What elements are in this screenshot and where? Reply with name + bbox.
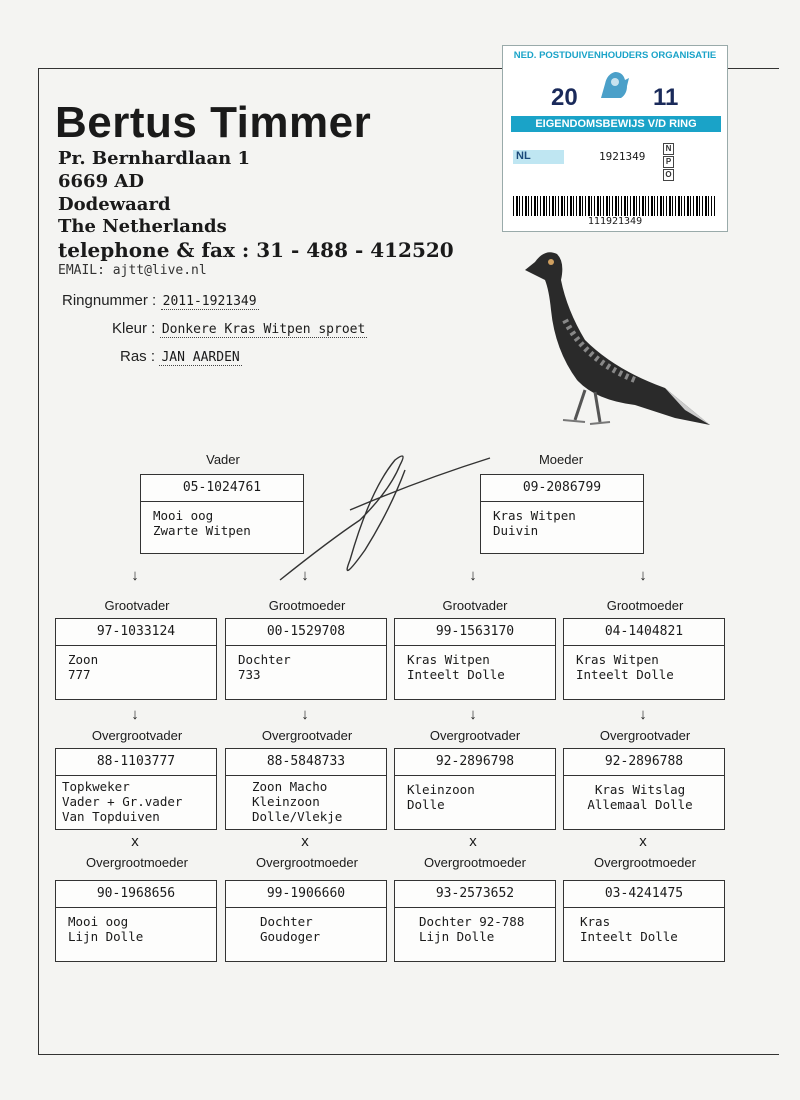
ring-letter-n: N — [663, 143, 674, 155]
pigeon-photo — [515, 240, 715, 440]
ring-country: NL — [513, 150, 564, 164]
ring-card-title: EIGENDOMSBEWIJS V/D RING — [511, 116, 721, 132]
grandparent-desc: Zoon 777 — [68, 652, 99, 682]
great-grandfather-ring: 88-1103777 — [56, 749, 216, 776]
ring-barcode — [513, 196, 715, 216]
grandparent-box — [225, 618, 387, 700]
ring-card-number: 1921349 — [599, 150, 646, 163]
great-grandmother-desc: Dochter 92-788 Lijn Dolle — [419, 914, 525, 944]
grandparent-box — [394, 618, 556, 700]
great-grandfather-box — [394, 748, 556, 830]
father-ring: 05-1024761 — [141, 475, 303, 502]
grandparent-ring: 00-1529708 — [226, 619, 386, 646]
address-postcode: 6669 AD — [58, 171, 144, 192]
ring-year-right: 11 — [653, 84, 679, 111]
ring-number-field — [62, 292, 259, 310]
ring-letter-o: O — [663, 169, 674, 181]
cross-marker: x — [639, 833, 647, 850]
father-box — [140, 474, 304, 554]
email: EMAIL: ajtt@live.nl — [58, 263, 207, 278]
grandparent-desc: Dochter 733 — [238, 652, 291, 682]
mother-ring: 09-2086799 — [481, 475, 643, 502]
ring-org-name: NED. POSTDUIVENHOUDERS ORGANISATIE — [513, 50, 717, 61]
mother-desc: Kras Witpen Duivin — [493, 508, 576, 538]
great-grandmother-box — [563, 880, 725, 962]
address-country: The Netherlands — [58, 216, 227, 237]
great-grandmother-label: Overgrootmoeder — [594, 855, 696, 870]
great-grandmother-label: Overgrootmoeder — [256, 855, 358, 870]
great-grandmother-box — [225, 880, 387, 962]
great-grandfather-desc: Kras Witslag Allemaal Dolle — [587, 782, 693, 812]
grandparent-desc: Kras Witpen Inteelt Dolle — [407, 652, 505, 682]
arrow-down: ↓ — [639, 567, 647, 584]
great-grandmother-ring: 90-1968656 — [56, 881, 216, 908]
ring-barcode-number: 111921349 — [587, 216, 643, 227]
father-label: Vader — [206, 452, 240, 467]
grandparent-box — [563, 618, 725, 700]
arrow-down: ↓ — [301, 706, 309, 723]
color-field — [112, 320, 367, 338]
ring-ownership-card — [502, 45, 728, 232]
grandparent-ring: 97-1033124 — [56, 619, 216, 646]
arrow-down: ↓ — [469, 706, 477, 723]
color-label: Kleur : — [112, 320, 156, 337]
great-grandfather-ring: 92-2896798 — [395, 749, 555, 776]
grandparent-desc: Kras Witpen Inteelt Dolle — [576, 652, 674, 682]
arrow-down: ↓ — [131, 567, 139, 584]
great-grandfather-label: Overgrootvader — [261, 728, 353, 743]
great-grandfather-desc: Kleinzoon Dolle — [407, 782, 475, 812]
great-grandfather-box — [55, 748, 217, 830]
grandparent-ring: 99-1563170 — [395, 619, 555, 646]
telephone: telephone & fax : 31 - 488 - 412520 — [58, 238, 454, 262]
great-grandmother-desc: Mooi oog Lijn Dolle — [68, 914, 144, 944]
great-grandfather-box — [225, 748, 387, 830]
ring-year-left: 20 — [551, 84, 578, 111]
race-label: Ras : — [120, 348, 156, 365]
great-grandmother-ring: 99-1906660 — [226, 881, 386, 908]
father-desc: Mooi oog Zwarte Witpen — [153, 508, 251, 538]
cross-marker: x — [469, 833, 477, 850]
grandparent-label: Grootmoeder — [606, 598, 684, 613]
great-grandfather-label: Overgrootvader — [599, 728, 691, 743]
great-grandfather-ring: 92-2896788 — [564, 749, 724, 776]
arrow-down: ↓ — [131, 706, 139, 723]
cross-marker: x — [131, 833, 139, 850]
great-grandmother-label: Overgrootmoeder — [424, 855, 526, 870]
grandparent-ring: 04-1404821 — [564, 619, 724, 646]
great-grandfather-box — [563, 748, 725, 830]
great-grandmother-box — [55, 880, 217, 962]
great-grandfather-label: Overgrootvader — [91, 728, 183, 743]
great-grandmother-box — [394, 880, 556, 962]
great-grandmother-label: Overgrootmoeder — [86, 855, 188, 870]
great-grandfather-desc: Zoon Macho Kleinzoon Dolle/Vlekje — [252, 779, 343, 824]
ring-letter-codes — [663, 142, 676, 181]
ring-number-label: Ringnummer : — [62, 292, 157, 309]
color-value: Donkere Kras Witpen sproet — [161, 322, 366, 337]
breeder-name: Bertus Timmer — [55, 98, 372, 147]
great-grandmother-desc: Dochter Goudoger — [260, 914, 321, 944]
great-grandmother-ring: 03-4241475 — [564, 881, 724, 908]
race-value: JAN AARDEN — [161, 350, 240, 365]
arrow-down: ↓ — [301, 567, 309, 584]
great-grandmother-ring: 93-2573652 — [395, 881, 555, 908]
mother-box — [480, 474, 644, 554]
address-city: Dodewaard — [58, 194, 171, 215]
address-street: Pr. Bernhardlaan 1 — [58, 148, 250, 169]
grandparent-box — [55, 618, 217, 700]
lion-emblem-icon — [593, 64, 637, 108]
grandparent-label: Grootvader — [442, 598, 508, 613]
great-grandmother-desc: Kras Inteelt Dolle — [580, 914, 678, 944]
great-grandfather-desc: Topkweker Vader + Gr.vader Van Topduiven — [62, 779, 183, 824]
mother-label: Moeder — [538, 452, 584, 467]
ring-number-value: 2011-1921349 — [162, 294, 257, 309]
arrow-down: ↓ — [469, 567, 477, 584]
great-grandfather-label: Overgrootvader — [429, 728, 521, 743]
great-grandfather-ring: 88-5848733 — [226, 749, 386, 776]
ring-letter-p: P — [663, 156, 674, 168]
race-field — [120, 348, 242, 366]
arrow-down: ↓ — [639, 706, 647, 723]
grandparent-label: Grootmoeder — [268, 598, 346, 613]
cross-marker: x — [301, 833, 309, 850]
grandparent-label: Grootvader — [104, 598, 170, 613]
